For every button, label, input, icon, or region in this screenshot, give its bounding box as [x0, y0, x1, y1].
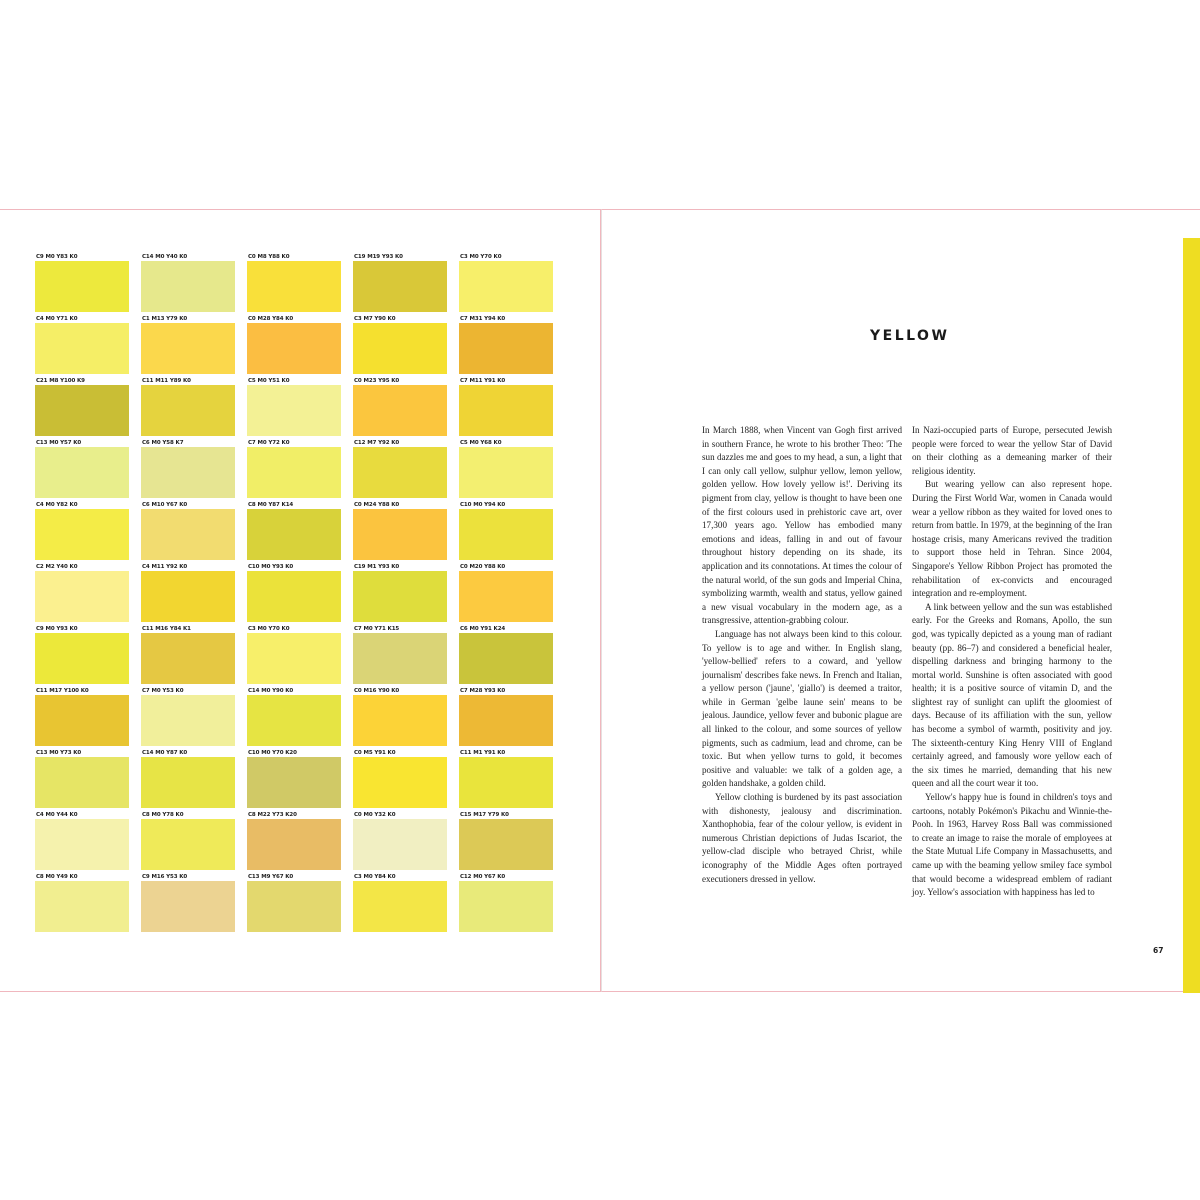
- swatch-cell: [35, 440, 129, 502]
- swatch-label: C4 M0 Y82 K0: [36, 502, 78, 508]
- swatch-cell: [353, 626, 447, 688]
- swatch-cell: [353, 254, 447, 316]
- paragraph: Language has not always been kind to this colour. To yellow is to age and wither. In English slang, 'yellow-bellied' refers to a coward, and 'yellow journalism' describes fake news. In French and Italian, a yellow person ('jaune', 'giallo') is deemed a traitor, while in German 'gelbe laune sein' means to be jealous. Jaundice, yellow fever and bubonic plague are all linked to the colour, and some sources of yellow pigments, such as cadmium, lead and chrome, can be toxic. But when yellow turns to gold, it becomes positive and valuable: we talk of a golden age, a golden handshake, a golden child.: [702, 628, 902, 789]
- swatch-label: C15 M17 Y79 K0: [460, 812, 509, 818]
- swatch-cell: [459, 874, 553, 936]
- swatch-label: C1 M13 Y79 K0: [142, 316, 188, 322]
- color-swatch: [459, 447, 553, 498]
- swatch-label: C4 M0 Y71 K0: [36, 316, 78, 322]
- swatch-label: C11 M1 Y91 K0: [460, 750, 506, 756]
- page-number: 67: [1153, 946, 1164, 955]
- swatch-label: C5 M0 Y68 K0: [460, 440, 502, 446]
- swatch-label: C10 M0 Y70 K20: [248, 750, 297, 756]
- swatch-cell: [247, 750, 341, 812]
- swatch-cell: [459, 378, 553, 440]
- color-swatch: [247, 881, 341, 932]
- swatch-label: C3 M0 Y70 K0: [460, 254, 502, 260]
- color-swatch: [141, 819, 235, 870]
- color-swatch: [35, 261, 129, 312]
- swatch-cell: [247, 440, 341, 502]
- swatch-label: C11 M11 Y89 K0: [142, 378, 191, 384]
- swatch-cell: [35, 750, 129, 812]
- color-swatch: [247, 323, 341, 374]
- swatch-label: C6 M10 Y67 K0: [142, 502, 188, 508]
- color-swatch: [353, 261, 447, 312]
- left-page: [0, 209, 601, 992]
- swatch-label: C0 M0 Y32 K0: [354, 812, 396, 818]
- swatch-cell: [353, 812, 447, 874]
- yellow-page-edge: [1183, 238, 1200, 993]
- swatch-label: C13 M0 Y57 K0: [36, 440, 82, 446]
- color-swatch: [247, 385, 341, 436]
- color-swatch: [459, 323, 553, 374]
- swatch-label: C3 M0 Y84 K0: [354, 874, 396, 880]
- swatch-cell: [247, 688, 341, 750]
- text-column-1: [702, 424, 902, 886]
- color-swatch: [35, 695, 129, 746]
- color-swatch: [35, 571, 129, 622]
- color-swatch: [141, 695, 235, 746]
- swatch-cell: [141, 812, 235, 874]
- color-swatch: [247, 819, 341, 870]
- swatch-label: C19 M19 Y93 K0: [354, 254, 403, 260]
- swatch-cell: [459, 564, 553, 626]
- text-column-2: [912, 424, 1112, 900]
- swatch-label: C5 M0 Y51 K0: [248, 378, 290, 384]
- color-swatch: [35, 881, 129, 932]
- swatch-cell: [459, 812, 553, 874]
- color-swatch: [35, 819, 129, 870]
- swatch-cell: [247, 502, 341, 564]
- color-swatch: [35, 385, 129, 436]
- color-swatch: [141, 757, 235, 808]
- color-swatch: [35, 757, 129, 808]
- book-spread: [0, 209, 1200, 992]
- color-swatch: [353, 385, 447, 436]
- color-swatch: [247, 633, 341, 684]
- swatch-cell: [353, 564, 447, 626]
- swatch-label: C4 M0 Y44 K0: [36, 812, 78, 818]
- swatch-label: C3 M0 Y70 K0: [248, 626, 290, 632]
- swatch-cell: [247, 626, 341, 688]
- swatch-cell: [141, 874, 235, 936]
- swatch-cell: [141, 750, 235, 812]
- swatch-cell: [141, 254, 235, 316]
- swatch-label: C7 M0 Y71 K15: [354, 626, 400, 632]
- color-swatch: [35, 509, 129, 560]
- color-swatch: [247, 447, 341, 498]
- swatch-cell: [459, 440, 553, 502]
- swatch-cell: [35, 378, 129, 440]
- color-swatch: [459, 695, 553, 746]
- swatch-cell: [35, 626, 129, 688]
- swatch-label: C9 M0 Y93 K0: [36, 626, 78, 632]
- color-swatch: [247, 509, 341, 560]
- swatch-cell: [353, 316, 447, 378]
- swatch-label: C7 M11 Y91 K0: [460, 378, 506, 384]
- color-swatch: [141, 633, 235, 684]
- swatch-cell: [141, 626, 235, 688]
- swatch-label: C0 M8 Y88 K0: [248, 254, 290, 260]
- swatch-label: C10 M0 Y93 K0: [248, 564, 294, 570]
- color-swatch: [353, 757, 447, 808]
- swatch-label: C8 M0 Y87 K14: [248, 502, 294, 508]
- swatch-cell: [353, 874, 447, 936]
- swatch-label: C12 M7 Y92 K0: [354, 440, 400, 446]
- color-swatch: [353, 695, 447, 746]
- swatch-cell: [35, 874, 129, 936]
- swatch-label: C9 M16 Y53 K0: [142, 874, 188, 880]
- color-swatch: [459, 819, 553, 870]
- color-swatch: [459, 757, 553, 808]
- swatch-label: C6 M0 Y58 K7: [142, 440, 184, 446]
- swatch-cell: [141, 440, 235, 502]
- paragraph: A link between yellow and the sun was established early. For the Greeks and Romans, Apollo, the sun god, was typically depicted as a young man of radiant beauty (pp. 86–7) and considered a beneficial healer, dispelling darkness and bringing harmony to the mortal world. Sunshine is often associated with good health; it is a positive source of vitamin D, and the slightest ray of sunlight can uplift the gloomiest of days. Because of its affiliation with the sun, yellow has become a symbol of warmth, positivity and joy. The sixteenth-century King Henry VIII of England certainly agreed, and famously wore yellow each of the six times he married, demanding that his new queen and all the court wear it too.: [912, 601, 1112, 789]
- swatch-label: C21 M8 Y100 K9: [36, 378, 85, 384]
- color-swatch: [247, 757, 341, 808]
- swatch-label: C3 M7 Y90 K0: [354, 316, 396, 322]
- paragraph: In March 1888, when Vincent van Gogh first arrived in southern France, he wrote to his brother Theo: 'The sun dazzles me and goes to my head, a sun, a light that I can only call yellow, sulphur yellow, lemon yellow, golden yellow. How lovely yellow is!'. Deriving its pigment from clay, yellow is thought to have been one of the first colours used in prehistoric cave art, over 17,300 years ago. Yellow has embodied many emotions and ideas, falling in and out of favour throughout history depending on its shade, its application and its connotations. At times the colour of the natural world, of the sun gods and Imperial China, symbolizing warmth, wealth and status, yellow gained a new visual vocabulary in the modern age, as a transgressive, attention-grabbing colour.: [702, 425, 902, 626]
- swatch-label: C0 M16 Y90 K0: [354, 688, 400, 694]
- color-swatch: [353, 509, 447, 560]
- swatch-cell: [459, 750, 553, 812]
- color-swatch: [141, 571, 235, 622]
- color-swatch: [353, 571, 447, 622]
- swatch-label: C2 M2 Y40 K0: [36, 564, 78, 570]
- swatch-label: C0 M5 Y91 K0: [354, 750, 396, 756]
- swatch-cell: [35, 688, 129, 750]
- color-swatch: [141, 509, 235, 560]
- paragraph: In Nazi-occupied parts of Europe, persecuted Jewish people were forced to wear the yellow Star of David on their clothing as a demeaning marker of their religious identity.: [912, 425, 1112, 476]
- swatch-cell: [141, 564, 235, 626]
- swatch-label: C8 M0 Y78 K0: [142, 812, 184, 818]
- color-swatch: [141, 447, 235, 498]
- color-swatch: [141, 261, 235, 312]
- swatch-label: C10 M0 Y94 K0: [460, 502, 506, 508]
- swatch-cell: [459, 254, 553, 316]
- swatch-cell: [247, 812, 341, 874]
- swatch-cell: [141, 378, 235, 440]
- swatch-cell: [247, 378, 341, 440]
- swatch-label: C0 M24 Y88 K0: [354, 502, 400, 508]
- color-swatch: [247, 261, 341, 312]
- color-swatch: [353, 819, 447, 870]
- swatch-label: C7 M31 Y94 K0: [460, 316, 506, 322]
- swatch-cell: [35, 254, 129, 316]
- swatch-cell: [247, 316, 341, 378]
- right-page: [601, 209, 1200, 992]
- swatch-label: C14 M0 Y40 K0: [142, 254, 188, 260]
- color-swatch: [141, 323, 235, 374]
- swatch-cell: [353, 688, 447, 750]
- swatch-cell: [141, 688, 235, 750]
- swatch-label: C0 M23 Y95 K0: [354, 378, 400, 384]
- color-swatch: [247, 695, 341, 746]
- swatch-cell: [459, 626, 553, 688]
- swatch-label: C14 M0 Y87 K0: [142, 750, 188, 756]
- paragraph: But wearing yellow can also represent hope. During the First World War, women in Canada would wear a yellow ribbon as they waited for loved ones to return from battle. In 1979, at the beginning of the Iran hostage crisis, many Americans revived the tradition to support those held in Tehran. Since 2004, Singapore's Yellow Ribbon Project has promoted the rehabilitation of ex-convicts and encouraged integration and re-employment.: [912, 479, 1113, 599]
- swatch-label: C7 M0 Y72 K0: [248, 440, 290, 446]
- swatch-cell: [353, 378, 447, 440]
- swatch-cell: [35, 316, 129, 378]
- color-swatch: [459, 571, 553, 622]
- swatch-label: C7 M0 Y53 K0: [142, 688, 184, 694]
- swatch-label: C13 M0 Y73 K0: [36, 750, 82, 756]
- color-swatch: [353, 633, 447, 684]
- swatch-label: C12 M0 Y67 K0: [460, 874, 506, 880]
- paragraph: Yellow's happy hue is found in children's toys and cartoons, notably Pokémon's Pikachu and Winnie-the-Pooh. In 1963, Harvey Ross Ball was commissioned to create an image to raise the morale of employees at the State Mutual Life Company in Massachusetts, and came up with the beaming yellow smiley face symbol that would become a widespread emblem of radiant joy. Yellow's association with happiness has led to: [912, 792, 1112, 898]
- swatch-cell: [247, 874, 341, 936]
- swatch-cell: [353, 440, 447, 502]
- color-swatch: [141, 881, 235, 932]
- swatch-label: C11 M16 Y84 K1: [142, 626, 191, 632]
- color-swatch: [353, 323, 447, 374]
- swatch-label: C13 M9 Y67 K0: [248, 874, 294, 880]
- swatch-cell: [35, 812, 129, 874]
- swatch-cell: [141, 316, 235, 378]
- swatch-label: C0 M20 Y88 K0: [460, 564, 506, 570]
- color-swatch: [459, 261, 553, 312]
- swatch-label: C11 M17 Y100 K0: [36, 688, 89, 694]
- page-heading: YELLOW: [870, 328, 950, 344]
- swatch-label: C8 M0 Y49 K0: [36, 874, 78, 880]
- color-swatch: [35, 447, 129, 498]
- color-swatch: [459, 881, 553, 932]
- swatch-cell: [141, 502, 235, 564]
- color-swatch: [247, 571, 341, 622]
- color-swatch: [35, 633, 129, 684]
- swatch-cell: [459, 688, 553, 750]
- paragraph: Yellow clothing is burdened by its past association with dishonesty, jealousy and discrimination. Xanthophobia, fear of the colour yellow, is evident in numerous Christian depictions of Judas Iscariot, the yellow-clad disciple who betrayed Christ, while iconography of the Middle Ages often portrayed executioners dressed in yellow.: [702, 792, 902, 884]
- color-swatch: [353, 447, 447, 498]
- swatch-cell: [247, 564, 341, 626]
- swatch-cell: [353, 750, 447, 812]
- swatch-label: C19 M1 Y93 K0: [354, 564, 400, 570]
- swatch-label: C6 M0 Y91 K24: [460, 626, 506, 632]
- swatch-cell: [35, 502, 129, 564]
- swatch-cell: [247, 254, 341, 316]
- swatch-label: C0 M28 Y84 K0: [248, 316, 294, 322]
- swatch-grid: [35, 254, 553, 936]
- color-swatch: [459, 509, 553, 560]
- swatch-cell: [35, 564, 129, 626]
- swatch-label: C4 M11 Y92 K0: [142, 564, 188, 570]
- color-swatch: [141, 385, 235, 436]
- color-swatch: [35, 323, 129, 374]
- swatch-label: C8 M22 Y73 K20: [248, 812, 297, 818]
- color-swatch: [353, 881, 447, 932]
- swatch-cell: [459, 502, 553, 564]
- color-swatch: [459, 633, 553, 684]
- swatch-label: C7 M28 Y93 K0: [460, 688, 506, 694]
- swatch-label: C14 M0 Y90 K0: [248, 688, 294, 694]
- swatch-label: C9 M0 Y83 K0: [36, 254, 78, 260]
- color-swatch: [459, 385, 553, 436]
- swatch-cell: [459, 316, 553, 378]
- swatch-cell: [353, 502, 447, 564]
